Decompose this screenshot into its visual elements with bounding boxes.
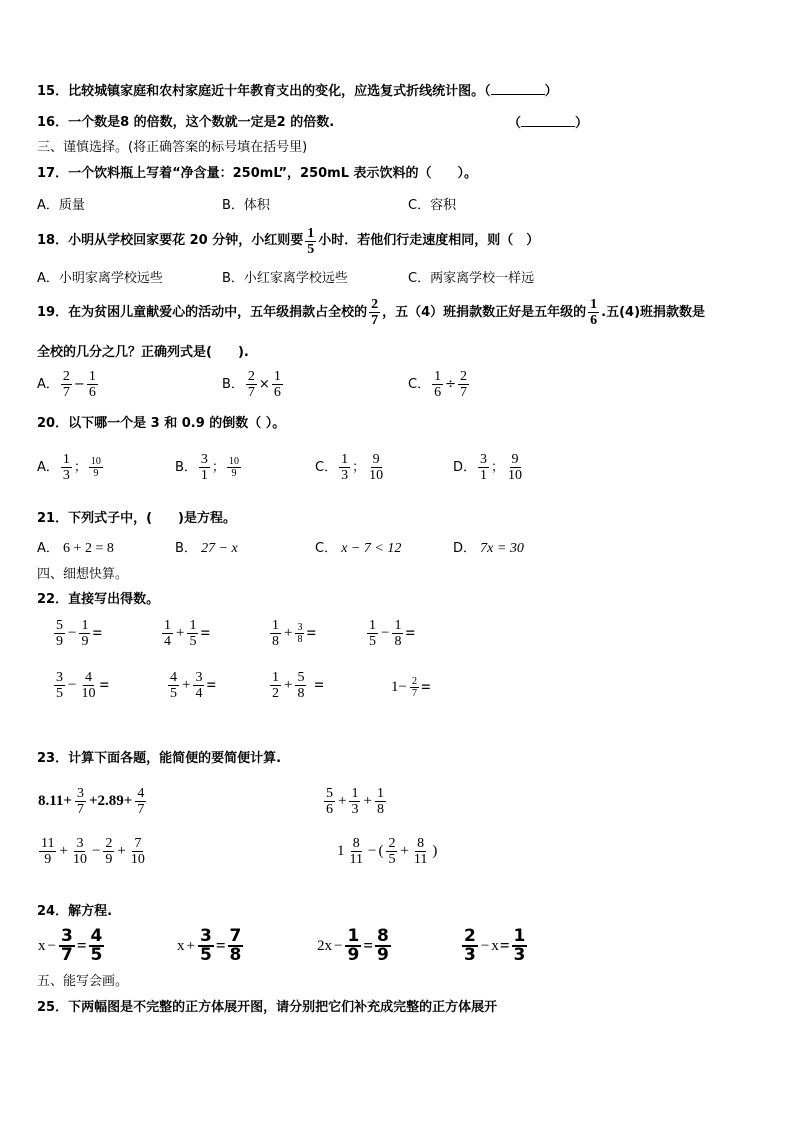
option-d[interactable]: D． 7x = 30 (453, 541, 524, 556)
expression: $\frac{1}{8}$ + $\frac{3}{8}$ = (272, 618, 317, 649)
equation: $\frac{2}{3}$ − x= $\frac{1}{3}$ (464, 926, 526, 965)
option-a[interactable]: A．小明家离学校远些 (37, 271, 163, 286)
option-b[interactable]: B． $\frac{3}{1}$ ； $\frac{10}{9}$ (175, 452, 239, 483)
expression: $\frac{1}{5}$ − $\frac{1}{8}$ = (369, 618, 416, 649)
question-16-text: 16．一个数是8 的倍数，这个数就一定是2 的倍数. (37, 115, 335, 130)
section-5-heading: 五、能写会画。 (37, 974, 129, 989)
option-b[interactable]: B． $\frac{2}{7}$ × $\frac{1}{6}$ (222, 369, 281, 400)
fraction: $\frac{1}{6}$ (590, 297, 598, 328)
expression: $\frac{5}{9}$ − $\frac{1}{9}$ = (56, 618, 103, 649)
question-15-text: 15．比较城镇家庭和农村家庭近十年教育支出的变化，应选复式折线统计图。（ (37, 84, 491, 99)
option-b[interactable]: B．体积 (222, 198, 270, 213)
option-a[interactable]: A． $\frac{1}{3}$ ； $\frac{10}{9}$ (37, 452, 101, 483)
expression: 1 $\frac{8}{11}$ − ( $\frac{2}{5}$ + $\frac{8}{11}$ ) (337, 836, 438, 867)
question-24: 24．解方程. (37, 904, 113, 919)
expression: $\frac{5}{6}$ + $\frac{1}{3}$ + $\frac{1}{8}$ (326, 786, 384, 817)
expression: 1− $\frac{2}{7}$ = (391, 676, 431, 699)
option-b[interactable]: B．小红家离学校远些 (222, 271, 348, 286)
question-16 (37, 114, 334, 132)
section-4-heading: 四、细想快算。 (37, 567, 129, 582)
option-c[interactable]: C． $\frac{1}{3}$ ； $\frac{9}{10}$ (315, 452, 384, 483)
question-20: 20．以下哪一个是 3 和 0.9 的倒数（ ）。 (37, 416, 286, 431)
fraction: $\frac{2}{7}$ (371, 297, 379, 328)
expression: $\frac{4}{5}$ + $\frac{3}{4}$ = (170, 670, 217, 701)
option-c[interactable]: C．两家离学校一样远 (408, 271, 535, 286)
question-17: 17．一个饮料瓶上写着“净含量：250mL”，250mL 表示饮料的（ ）。 (37, 166, 478, 181)
equation: 2x − $\frac{1}{9}$ = $\frac{8}{9}$ (317, 926, 389, 965)
option-c[interactable]: C． x − 7 < 12 (315, 541, 402, 556)
question-23: 23．计算下面各题，能简便的要简便计算. (37, 751, 282, 766)
question-25: 25．下两幅图是不完整的正方体展开图，请分别把它们补充成完整的正方体展开 (37, 1000, 498, 1015)
option-c[interactable]: C．容积 (408, 198, 457, 213)
option-a[interactable]: A． 6 + 2 = 8 (37, 541, 114, 556)
question-21: 21．下列式子中，( )是方程。 (37, 511, 236, 526)
equation: x + $\frac{3}{5}$ = $\frac{7}{8}$ (177, 926, 242, 965)
question-18: 18．小明从学校回家要花 20 分钟，小红则要 $\frac{1}{5}$ 小时．若他们行走速度相同，则（ ） (37, 225, 540, 257)
option-d[interactable]: D． $\frac{3}{1}$ ； $\frac{9}{10}$ (453, 452, 523, 483)
question-15: 15．比较城镇家庭和农村家庭近十年教育支出的变化，应选复式折线统计图。（ ） (37, 84, 558, 99)
expression: $\frac{3}{5}$ − $\frac{4}{10}$ = (56, 670, 110, 701)
option-c[interactable]: C． $\frac{1}{6}$ ÷ $\frac{2}{7}$ (408, 369, 467, 400)
option-a[interactable]: A． $\frac{2}{7}$ − $\frac{1}{6}$ (37, 369, 96, 400)
expression: $\frac{1}{4}$ + $\frac{1}{5}$ = (164, 618, 211, 649)
question-16-answer: （ ） (508, 116, 589, 131)
option-a[interactable]: A．质量 (37, 198, 85, 213)
question-19: 19．在为贫困儿童献爱心的活动中，五年级捐款占全校的 $\frac{2}{7}$ ，五（4）班捐款数正好是五年级的 $\frac{1}{6}$ .五(4)班捐款数是 (37, 297, 706, 328)
section-3-heading: 三、谨慎选择。(将正确答案的标号填在括号里) (37, 140, 308, 155)
equation: x − $\frac{3}{7}$ = $\frac{4}{5}$ (38, 926, 103, 965)
question-22: 22．直接写出得数。 (37, 592, 160, 607)
answer-blank[interactable] (491, 82, 545, 95)
answer-blank[interactable] (521, 114, 575, 127)
fraction: $\frac{1}{5}$ (307, 225, 315, 257)
expression: $\frac{11}{9}$ + $\frac{3}{10}$ − $\frac{2}{9}$ + $\frac{7}{10}$ (41, 836, 145, 867)
expression: 8.11+ $\frac{3}{7}$ +2.89+ $\frac{4}{7}$ (38, 786, 145, 817)
option-b[interactable]: B． 27 − x (175, 541, 238, 556)
expression: $\frac{1}{2}$ + $\frac{5}{8}$ = (272, 670, 324, 701)
question-19-line2: 全校的几分之几？正确列式是( ). (37, 345, 249, 360)
